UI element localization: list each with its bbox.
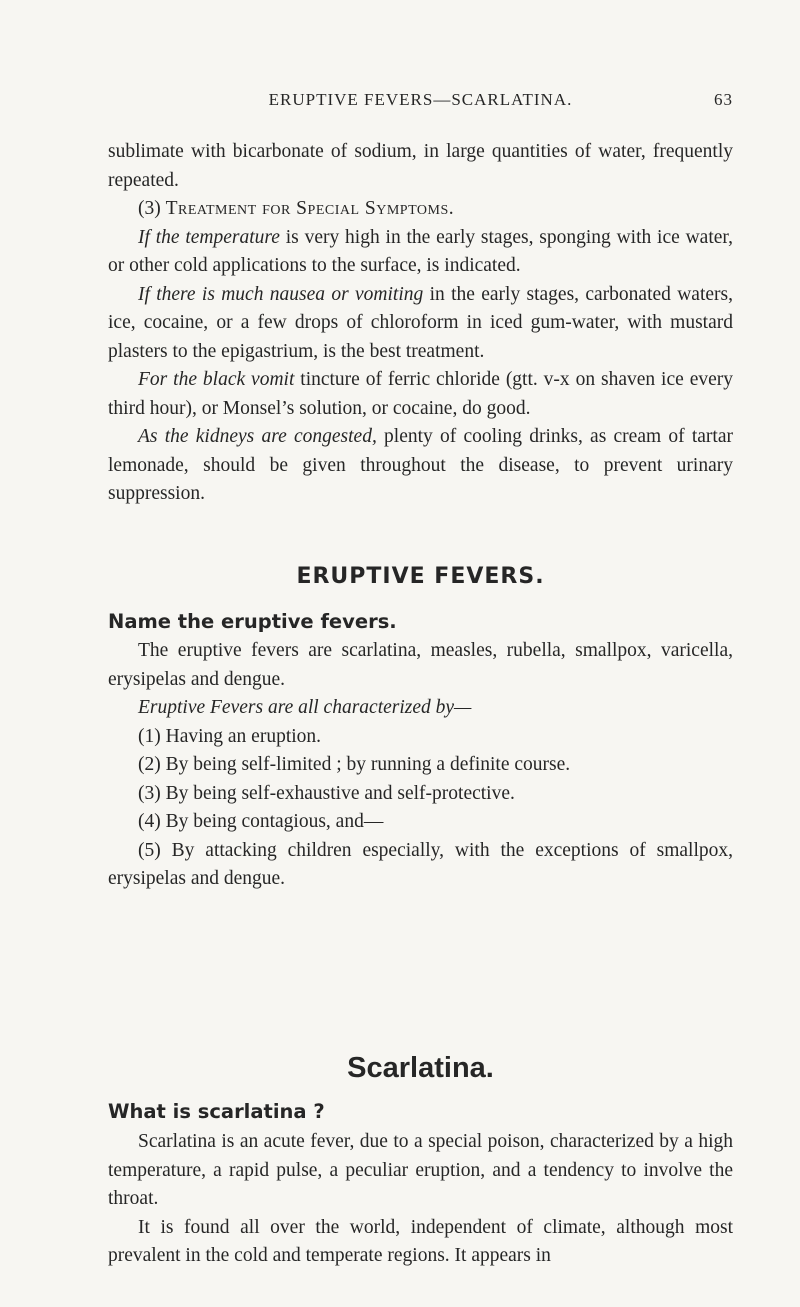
temperature-paragraph: If the temperature is very high in the early stages, sponging with ice water, or other cold applications to the surface, is indicated. <box>108 226 733 276</box>
list-item: (5) By attacking children especially, with the exceptions of smallpox, erysipelas and dengue. <box>108 839 733 889</box>
special-symptoms-heading: (3) Treatment for Special Symptoms. <box>138 198 455 219</box>
continued-paragraph: sublimate with bicarbonate of sodium, in large quantities of water, frequently repeated. <box>108 141 733 191</box>
page-number: 63 <box>714 90 733 109</box>
section-heading-eruptive-fevers: ERUPTIVE FEVERS. <box>296 564 545 589</box>
eruptive-list-paragraph: The eruptive fevers are scarlatina, measles, rubella, smallpox, varicella, erysipelas and dengue. <box>108 640 733 690</box>
scarlatina-section <box>108 1128 733 1271</box>
kidneys-paragraph: As the kidneys are congested, plenty of cooling drinks, as cream of tartar lemonade, should be given throughout the disease, to prevent urinary suppression. <box>108 426 733 504</box>
question-scarlatina: What is scarlatina ? <box>108 1100 325 1123</box>
black-vomit-paragraph: For the black vomit tincture of ferric chloride (gtt. v-x on shaven ice every third hour), or Monsel’s solution, or cocaine, do good. <box>108 369 733 419</box>
question-eruptive-fevers: Name the eruptive fevers. <box>108 610 397 633</box>
section-heading-scarlatina: Scarlatina. <box>347 1052 494 1084</box>
treatment-section <box>108 138 733 509</box>
nausea-paragraph: If there is much nausea or vomiting in the early stages, carbonated waters, ice, cocaine, or a few drops of chloroform in iced gum-water, with mustard plasters to the epigastrium, is the best treatment. <box>108 283 733 362</box>
eruptive-fevers-section <box>108 637 733 894</box>
characterized-by-paragraph: Eruptive Fevers are all characterized by— <box>138 697 472 718</box>
list-item: (4) By being contagious, and— <box>138 811 384 832</box>
list-item: (3) By being self-exhaustive and self-protective. <box>138 782 515 804</box>
list-item: (1) Having an eruption. <box>138 725 322 747</box>
scarlatina-definition-paragraph: Scarlatina is an acute fever, due to a special poison, characterized by a high temperature, a rapid pulse, a peculiar eruption, and a tendency to involve the throat. <box>108 1131 733 1209</box>
scarlatina-distribution-paragraph: It is found all over the world, independent of climate, although most prevalent in the cold and temperate regions. It appears in <box>108 1216 733 1266</box>
list-item: (2) By being self-limited ; by running a definite course. <box>138 754 571 775</box>
running-head <box>108 90 733 114</box>
running-head-title: ERUPTIVE FEVERS—SCARLATINA. <box>268 90 573 109</box>
